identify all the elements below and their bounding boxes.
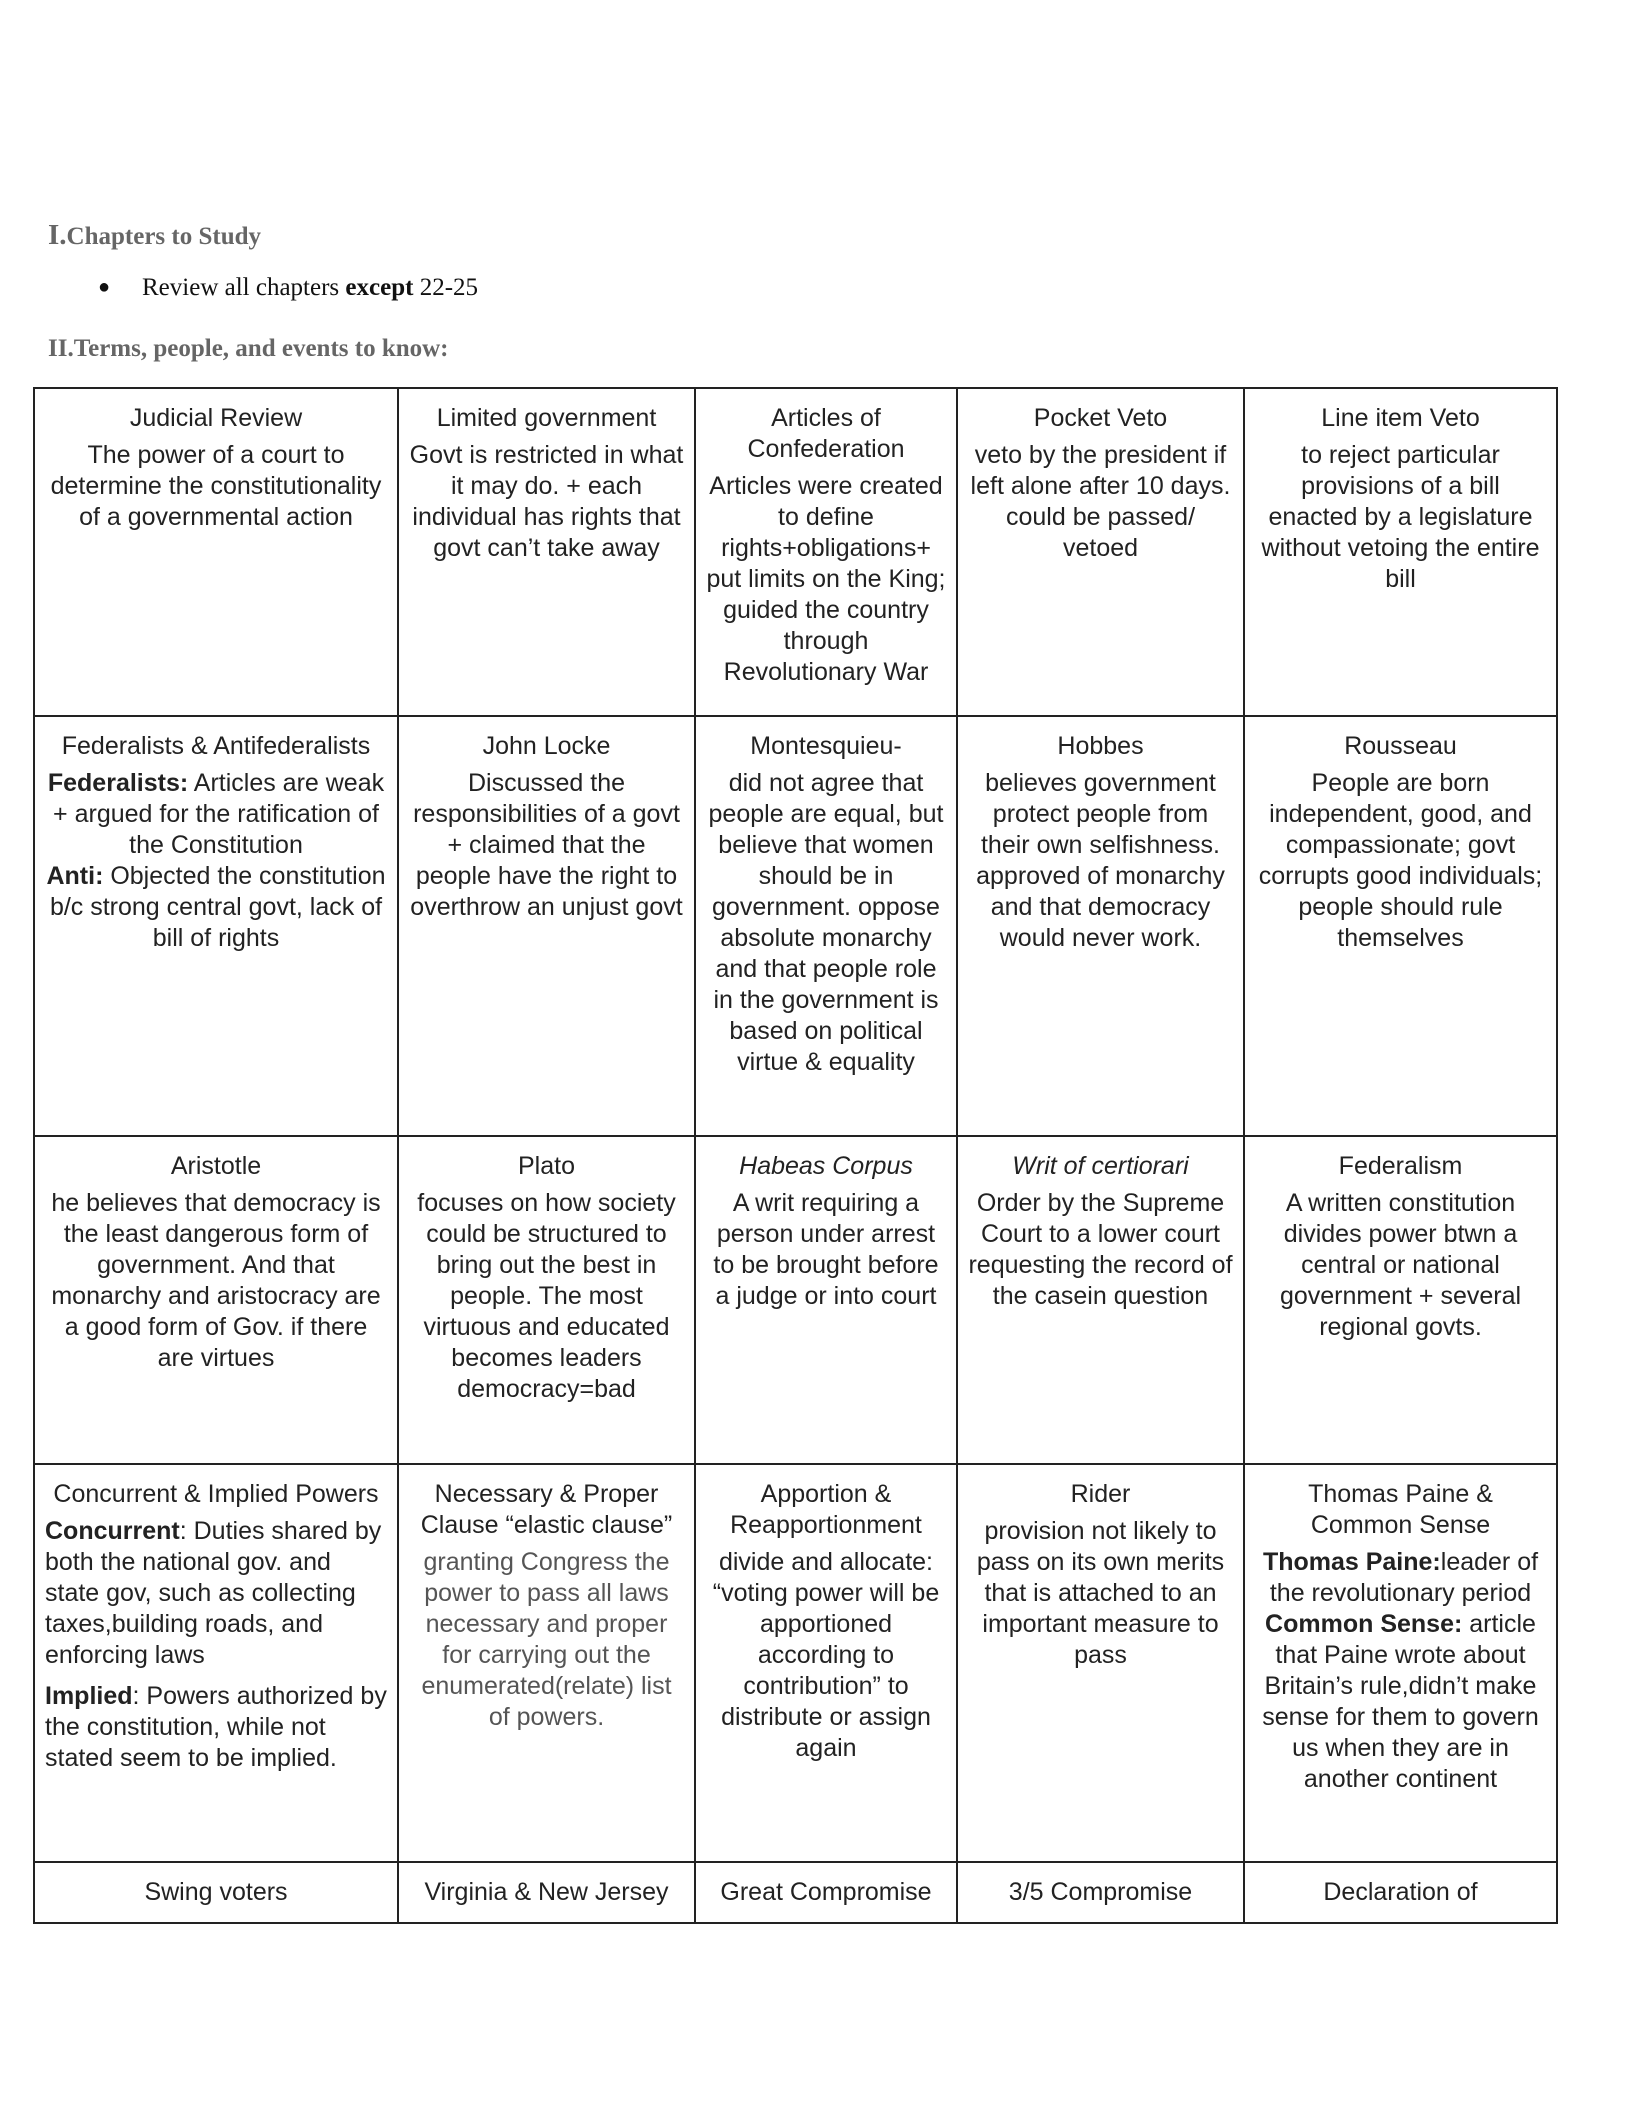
concurrent-text: : Duties shared by both the national gov. and state gov, such as collecting taxes,building roads, and enforcing laws [45, 1517, 382, 1669]
term-description [45, 768, 387, 954]
term-cell-john-locke [398, 716, 695, 1136]
term-cell-virginia-new-jersey [398, 1862, 695, 1923]
term-title: Swing voters [144, 1878, 288, 1906]
term-description: A writ requiring a person under arrest to be brought before a judge or into court [713, 1189, 939, 1310]
term-title: Concurrent & Implied Powers [53, 1480, 379, 1508]
term-title: Line item Veto [1321, 404, 1480, 432]
table-row [34, 388, 1557, 716]
term-description: People are born independent, good, and compassionate; govt corrupts good individuals; people should rule themselves [1258, 769, 1543, 952]
term-title: 3/5 Compromise [1008, 1878, 1193, 1906]
term-description: granting Congress the power to pass all laws necessary and proper for carrying out the enumerated(relate) list of powers. [421, 1548, 672, 1731]
term-title: Plato [518, 1152, 575, 1180]
term-title: Federalists & Antifederalists [61, 732, 371, 760]
term-title: Great Compromise [720, 1878, 932, 1906]
term-title: Hobbes [1057, 732, 1144, 760]
term-description: Order by the Supreme Court to a lower court requesting the record of the casein question [968, 1189, 1233, 1310]
term-cell-hobbes [957, 716, 1244, 1136]
term-description: he believes that democracy is the least dangerous form of government. And that monarchy and aristocracy are a good form of Gov. if there are virtues [51, 1189, 381, 1372]
term-description: A written constitution divides power btwn a central or national government + several regional govts. [1279, 1189, 1522, 1341]
implied-label: Implied [45, 1682, 133, 1710]
term-description: did not agree that people are equal, but believe that women should be in government. oppose absolute monarchy and that people role in the government is based on political virtue & equality [708, 769, 944, 1076]
term-title: Habeas Corpus [739, 1152, 913, 1180]
term-cell-limited-government [398, 388, 695, 716]
term-description [1255, 1547, 1546, 1795]
term-description: to reject particular provisions of a bill enacted by a legislature without vetoing the entire bill [1261, 441, 1540, 593]
common-sense-text: article that Paine wrote about Britain’s rule,didn’t make sense for them to govern us when they are in another continent [1262, 1610, 1539, 1793]
term-cell-apportion [695, 1464, 957, 1862]
term-description: focuses on how society could be structured to bring out the best in people. The most virtuous and educated becomes leaders democracy=bad [417, 1189, 676, 1403]
term-cell-montesquieu [695, 716, 957, 1136]
terms-table [33, 387, 1558, 1924]
term-title: Pocket Veto [1033, 404, 1168, 432]
term-title: Necessary & Proper Clause “elastic clause” [420, 1480, 673, 1539]
term-cell-federalism [1244, 1136, 1557, 1464]
table-row [34, 716, 1557, 1136]
term-cell-concurrent-implied [34, 1464, 398, 1862]
term-description: divide and allocate: “voting power will be apportioned according to contribution” to distribute or assign again [712, 1548, 940, 1762]
federalists-text: Articles are weak + argued for the ratification of the Constitution [53, 769, 385, 859]
term-cell-aristotle [34, 1136, 398, 1464]
section-heading-chapters [48, 219, 261, 252]
concurrent-label: Concurrent [45, 1517, 180, 1545]
concurrent-paragraph [45, 1516, 387, 1671]
section-number: II. [48, 335, 74, 362]
bullet-text-end: 22-25 [413, 274, 479, 301]
paine-text: leader of the revolutionary period [1269, 1548, 1539, 1607]
section-heading-terms [48, 335, 449, 363]
term-cell-writ-of-certiorari [957, 1136, 1244, 1464]
term-cell-pocket-veto [957, 388, 1244, 716]
term-description: The power of a court to determine the constitutionality of a governmental action [50, 441, 382, 531]
term-title: Rider [1070, 1480, 1131, 1508]
bullet-item [98, 274, 478, 302]
term-cell-great-compromise [695, 1862, 957, 1923]
term-description: Articles were created to define rights+obligations+ put limits on the King; guided the country through Revolutionary War [706, 472, 946, 686]
bullet-text: Review all chapters [142, 274, 346, 301]
term-description: Discussed the responsibilities of a govt + claimed that the people have the right to overthrow an unjust govt [410, 769, 683, 921]
term-cell-articles-of-confederation [695, 388, 957, 716]
term-cell-three-fifths [957, 1862, 1244, 1923]
term-description: provision not likely to pass on its own merits that is attached to an important measure to pass [976, 1517, 1225, 1669]
term-title: Articles of Confederation [747, 404, 905, 463]
section-title: Chapters to Study [66, 223, 262, 250]
term-cell-habeas-corpus [695, 1136, 957, 1464]
table-row [34, 1464, 1557, 1862]
term-title: Apportion & Reapportionment [730, 1480, 922, 1539]
term-cell-judicial-review [34, 388, 398, 716]
term-title: Writ of certiorari [1012, 1152, 1189, 1180]
term-title: Thomas Paine & Common Sense [1308, 1480, 1493, 1539]
term-title: Montesquieu- [750, 732, 902, 760]
term-cell-rousseau [1244, 716, 1557, 1136]
term-cell-line-item-veto [1244, 388, 1557, 716]
term-title: Limited government [436, 404, 657, 432]
term-title: Virginia & New Jersey [424, 1878, 669, 1906]
term-description: veto by the president if left alone after 10 days. could be passed/ vetoed [970, 441, 1231, 562]
bullet-icon: ● [98, 276, 111, 298]
term-title: Rousseau [1344, 732, 1457, 760]
term-cell-necessary-proper [398, 1464, 695, 1862]
term-cell-thomas-paine [1244, 1464, 1557, 1862]
section-title: Terms, people, and events to know: [73, 335, 449, 362]
term-cell-declaration [1244, 1862, 1557, 1923]
anti-label: Anti: [46, 862, 104, 890]
term-cell-swing-voters [34, 1862, 398, 1923]
table-row [34, 1136, 1557, 1464]
term-description: believes government protect people from their own selfishness. approved of monarchy and that democracy would never work. [976, 769, 1225, 952]
term-title: Aristotle [170, 1152, 262, 1180]
term-title: Federalism [1338, 1152, 1463, 1180]
paine-label: Thomas Paine: [1262, 1548, 1441, 1576]
term-cell-rider [957, 1464, 1244, 1862]
term-title: Declaration of [1323, 1878, 1478, 1906]
term-cell-federalists [34, 716, 398, 1136]
term-title: Judicial Review [129, 404, 303, 432]
anti-text: Objected the constitution b/c strong central govt, lack of bill of rights [49, 862, 386, 952]
table-row [34, 1862, 1557, 1923]
federalists-label: Federalists: [47, 769, 189, 797]
implied-text: : Powers authorized by the constitution, while not stated seem to be implied. [45, 1682, 387, 1772]
bullet-bold-text: except [345, 274, 414, 301]
term-description [45, 1516, 387, 1774]
term-title: John Locke [482, 732, 611, 760]
implied-paragraph [45, 1681, 387, 1774]
term-cell-plato [398, 1136, 695, 1464]
section-number: I. [48, 219, 67, 251]
term-description: Govt is restricted in what it may do. + each individual has rights that govt can’t take away [409, 441, 684, 562]
common-sense-label: Common Sense: [1265, 1610, 1463, 1638]
